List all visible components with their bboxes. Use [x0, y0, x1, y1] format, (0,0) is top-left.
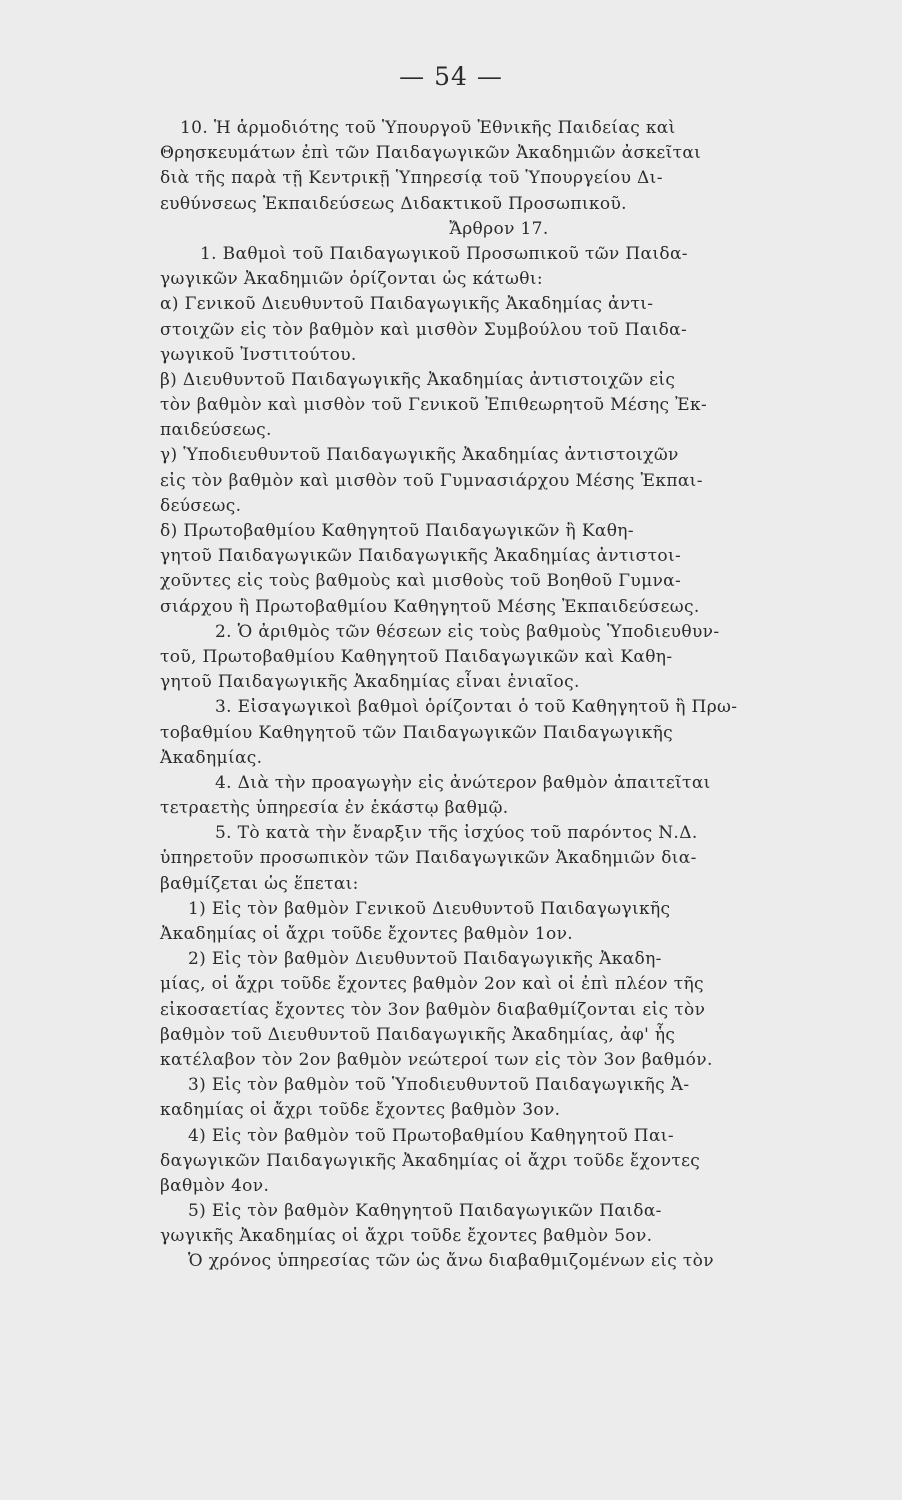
line-text: δ) Πρωτοβαθμίου Καθηγητοῦ Παιδαγωγικῶν ἢ Καθη-	[160, 521, 634, 541]
line-text: Ἀκαδημίας οἱ ἄχρι τοῦδε ἔχοντες βαθμὸν 1ον.	[160, 924, 574, 944]
line-text: 1) Εἰς τὸν βαθμὸν Γενικοῦ Διευθυντοῦ Παιδαγωγικῆς	[188, 898, 671, 919]
line-text: 5) Εἰς τὸν βαθμὸν Καθηγητοῦ Παιδαγωγικῶν Παιδα-	[188, 1201, 662, 1222]
line-text: 2. Ὁ ἀριθμὸς τῶν θέσεων εἰς τοὺς βαθμοὺς Ὑποδιευθυν-	[215, 621, 720, 642]
body-text	[160, 116, 838, 1275]
text-line	[160, 166, 838, 191]
line-text: γητοῦ Παιδαγωγικῆς Ἀκαδημίας εἶναι ἑνιαῖος.	[160, 672, 580, 693]
line-text: γητοῦ Παιδαγωγικῶν Παιδαγωγικῆς Ἀκαδημίας ἀντιστοι-	[160, 546, 682, 567]
text-line	[160, 746, 838, 771]
article-heading: Ἄρθρον 17.	[449, 218, 549, 239]
text-line	[160, 595, 838, 620]
text-line	[160, 1023, 838, 1048]
line-text: γωγικῆς Ἀκαδημίας οἱ ἄχρι τοῦδε ἔχοντες βαθμὸν 5ον.	[160, 1226, 653, 1247]
line-text: κατέλαβον τὸν 2ον βαθμὸν νεώτεροί των εἰς τὸν 3ον βαθμόν.	[160, 1049, 713, 1070]
line-text: 4) Εἰς τὸν βαθμὸν τοῦ Πρωτοβαθμίου Καθηγητοῦ Παι-	[188, 1125, 674, 1146]
line-text: 1. Βαθμοὶ τοῦ Παιδαγωγικοῦ Προσωπικοῦ τῶν Παιδα-	[200, 243, 688, 264]
line-text: ευθύνσεως Ἐκπαιδεύσεως Διδακτικοῦ Προσωπικοῦ.	[160, 193, 627, 214]
line-text: εἰκοσαετίας ἔχοντες τὸν 3ον βαθμὸν διαβαθμίζονται εἰς τὸν	[160, 999, 706, 1020]
line-text: βαθμὸν τοῦ Διευθυντοῦ Παιδαγωγικῆς Ἀκαδημίας, ἀφ' ἧς	[160, 1024, 676, 1045]
line-text: τοβαθμίου Καθηγητοῦ τῶν Παιδαγωγικῶν Παιδαγωγικῆς	[160, 722, 673, 743]
line-text: Θρησκευμάτων ἐπὶ τῶν Παιδαγωγικῶν Ἀκαδημιῶν ἀσκεῖται	[160, 143, 702, 164]
text-line	[160, 1199, 838, 1224]
line-text: βαθμὸν 4ον.	[160, 1175, 270, 1196]
text-line	[160, 922, 838, 947]
text-line	[160, 519, 838, 544]
text-line	[160, 469, 838, 494]
text-line	[160, 1174, 838, 1199]
text-line	[160, 318, 838, 343]
line-text: τετραετὴς ὑπηρεσία ἐν ἑκάστῳ βαθμῷ.	[160, 798, 509, 819]
text-line	[160, 1149, 838, 1174]
text-line	[160, 1098, 838, 1123]
line-text: τοῦ, Πρωτοβαθμίου Καθηγητοῦ Παιδαγωγικῶν καὶ Καθη-	[160, 646, 673, 667]
text-line	[160, 972, 838, 997]
text-line	[160, 418, 838, 443]
text-line	[160, 343, 838, 368]
line-text: γωγικοῦ Ἰνστιτούτου.	[160, 344, 357, 365]
line-text: 3) Εἰς τὸν βαθμὸν τοῦ Ὑποδιευθυντοῦ Παιδαγωγικῆς Ἀ-	[188, 1075, 690, 1096]
text-line	[160, 292, 838, 317]
line-text: γωγικῶν Ἀκαδημιῶν ὁρίζονται ὡς κάτωθι:	[160, 269, 543, 290]
text-line	[160, 569, 838, 594]
text-line	[160, 116, 838, 141]
text-line	[160, 267, 838, 292]
line-text: α) Γενικοῦ Διευθυντοῦ Παιδαγωγικῆς Ἀκαδημίας ἀντι-	[160, 294, 654, 315]
text-line	[160, 897, 838, 922]
text-line	[160, 1073, 838, 1098]
line-text: τὸν βαθμὸν καὶ μισθὸν τοῦ Γενικοῦ Ἐπιθεωρητοῦ Μέσης Ἐκ-	[160, 395, 708, 416]
text-line	[160, 695, 838, 720]
text-line	[160, 670, 838, 695]
line-text: χοῦντες εἰς τοὺς βαθμοὺς καὶ μισθοὺς τοῦ Βοηθοῦ Γυμνα-	[160, 571, 682, 592]
text-line	[160, 192, 838, 217]
text-line	[160, 443, 838, 468]
line-text: 4. Διὰ τὴν προαγωγὴν εἰς ἀνώτερον βαθμὸν ἀπαιτεῖται	[215, 772, 711, 793]
text-line	[160, 721, 838, 746]
line-text: Ὁ χρόνος ὑπηρεσίας τῶν ὡς ἄνω διαβαθμιζομένων εἰς τὸν	[188, 1251, 714, 1272]
text-line	[160, 1249, 838, 1274]
text-line	[160, 494, 838, 519]
text-line	[160, 872, 838, 897]
text-line	[160, 1048, 838, 1073]
text-line	[160, 998, 838, 1023]
text-line	[160, 821, 838, 846]
line-text: δαγωγικῶν Παιδαγωγικῆς Ἀκαδημίας οἱ ἄχρι τοῦδε ἔχοντες	[160, 1150, 701, 1171]
line-text: 10. Ἡ ἁρμοδιότης τοῦ Ὑπουργοῦ Ἐθνικῆς Παιδείας καὶ	[180, 118, 676, 138]
text-line	[160, 771, 838, 796]
text-line	[160, 393, 838, 418]
text-line	[160, 544, 838, 569]
line-text: βαθμίζεται ὡς ἕπεται:	[160, 873, 359, 894]
line-text: καδημίας οἱ ἄχρι τοῦδε ἔχοντες βαθμὸν 3ον.	[160, 1100, 561, 1121]
line-text: μίας, οἱ ἄχρι τοῦδε ἔχοντες βαθμὸν 2ον καὶ οἱ ἐπὶ πλέον τῆς	[160, 974, 704, 995]
line-text: 3. Εἰσαγωγικοὶ βαθμοὶ ὁρίζονται ὁ τοῦ Καθηγητοῦ ἢ Πρω-	[215, 697, 738, 718]
text-line	[160, 368, 838, 393]
text-line	[160, 846, 838, 871]
text-line	[160, 947, 838, 972]
line-text: γ) Ὑποδιευθυντοῦ Παιδαγωγικῆς Ἀκαδημίας ἀντιστοιχῶν	[160, 445, 679, 466]
text-line	[160, 796, 838, 821]
line-text: εἰς τὸν βαθμὸν καὶ μισθὸν τοῦ Γυμνασιάρχου Μέσης Ἐκπαι-	[160, 470, 703, 491]
text-line	[160, 620, 838, 645]
line-text: ὑπηρετοῦν προσωπικὸν τῶν Παιδαγωγικῶν Ἀκαδημιῶν δια-	[160, 848, 697, 869]
text-line	[160, 1224, 838, 1249]
text-line	[160, 645, 838, 670]
line-text: στοιχῶν εἰς τὸν βαθμὸν καὶ μισθὸν Συμβούλου τοῦ Παιδα-	[160, 319, 688, 340]
line-text: Ἀκαδημίας.	[160, 747, 263, 768]
page-number: — 54 —	[399, 62, 503, 91]
line-text: 5. Τὸ κατὰ τὴν ἔναρξιν τῆς ἰσχύος τοῦ παρόντος Ν.Δ.	[215, 823, 698, 844]
line-text: 2) Εἰς τὸν βαθμὸν Διευθυντοῦ Παιδαγωγικῆς Ἀκαδη-	[188, 949, 662, 970]
line-text: β) Διευθυντοῦ Παιδαγωγικῆς Ἀκαδημίας ἀντιστοιχῶν εἰς	[160, 369, 676, 390]
text-line	[160, 242, 838, 267]
line-text: δεύσεως.	[160, 495, 242, 516]
text-line	[160, 1124, 838, 1149]
line-text: διὰ τῆς παρὰ τῇ Κεντρικῇ Ὑπηρεσίᾳ τοῦ Ὑπουργείου Δι-	[160, 168, 663, 189]
line-text: σιάρχου ἢ Πρωτοβαθμίου Καθηγητοῦ Μέσης Ἐκπαιδεύσεως.	[160, 596, 700, 617]
text-line	[160, 141, 838, 166]
line-text: παιδεύσεως.	[160, 420, 272, 441]
